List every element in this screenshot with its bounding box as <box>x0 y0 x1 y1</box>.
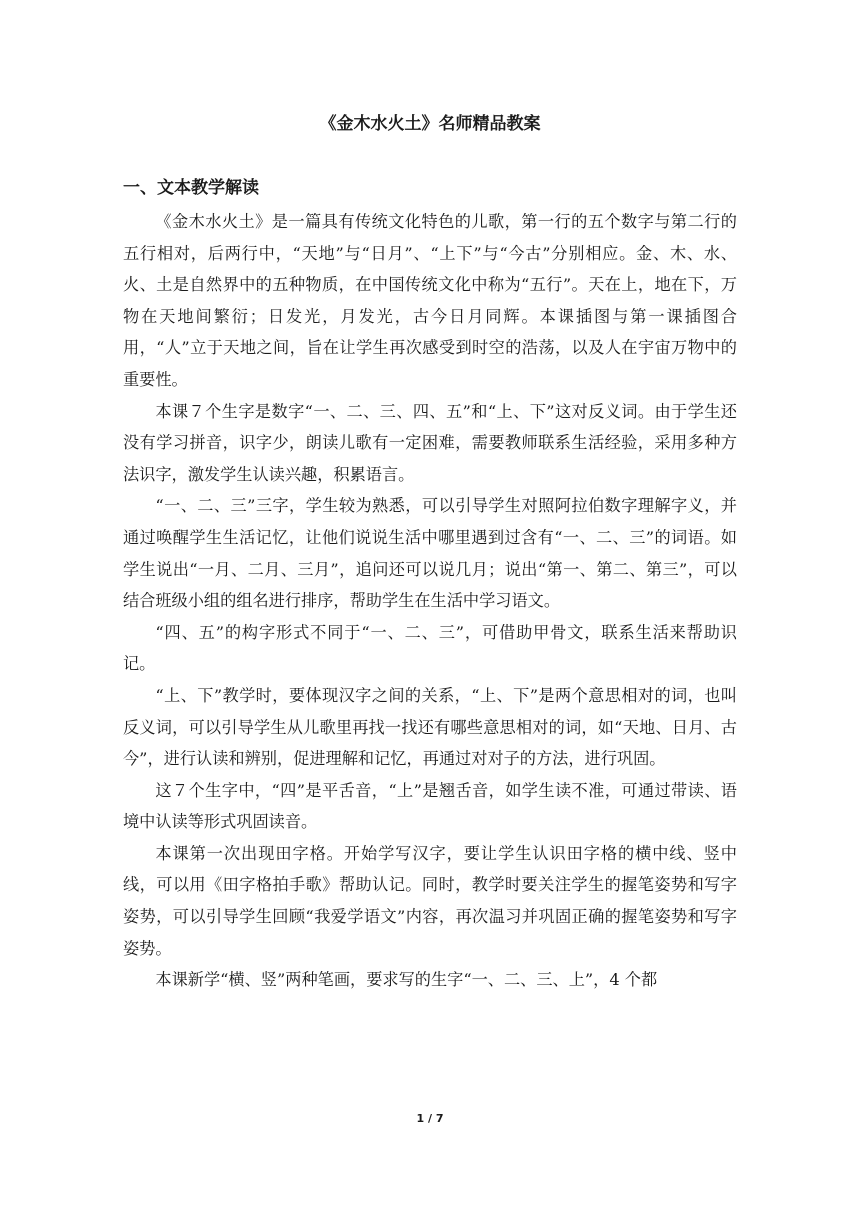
body-text <box>123 206 737 996</box>
document-title: 《金木水火土》名师精品教案 <box>319 114 541 134</box>
page-number: 1 / 7 <box>416 1112 444 1125</box>
paragraph: “四、五”的构字形式不同于“一、二、三”，可借助甲骨文，联系生活来帮助识记。 <box>123 622 737 674</box>
paragraph: 本课新学“横、竖”两种笔画，要求写的生字“一、二、三、上”，4 个都 <box>155 970 658 990</box>
paragraph: 本课第一次出现田字格。开始学写汉字，要让学生认识田字格的横中线、竖中线，可以用《田字格拍手歌》帮助认记。同时，教学时要关注学生的握笔姿势和写字姿势，可以引导学生回顾“我爱学语文”内容，再次温习并巩固正确的握笔姿势和写字姿势。 <box>123 843 737 958</box>
paragraph: “一、二、三”三字，学生较为熟悉，可以引导学生对照阿拉伯数字理解字义，并通过唤醒学生生活记忆，让他们说说生活中哪里遇到过含有“一、二、三”的词语。如学生说出“一月、二月、三月”，追问还可以说几月；说出“第一、第二、第三”，可以结合班级小组的组名进行排序，帮助学生在生活中学习语文。 <box>123 496 737 611</box>
paragraph: 《金木水火土》是一篇具有传统文化特色的儿歌，第一行的五个数字与第二行的五行相对，后两行中，“天地”与“日月”、“上下”与“今古”分别相应。金、木、水、火、土是自然界中的五种物质，在中国传统文化中称为“五行”。天在上，地在下，万物在天地间繁衍；日发光，月发光，古今日月同辉。本课插图与第一课插图合用，“人”立于天地之间，旨在让学生再次感受到时空的浩荡，以及人在宇宙万物中的重要性。 <box>123 212 737 389</box>
paragraph: 本课７个生字是数字“一、二、三、四、五”和“上、下”这对反义词。由于学生还没有学习拼音，识字少，朗读儿歌有一定困难，需要教师联系生活经验，采用多种方法识字，激发学生认读兴趣，积累语言。 <box>123 401 737 484</box>
paragraph: “上、下”教学时，要体现汉字之间的关系，“上、下”是两个意思相对的词，也叫反义词，可以引导学生从儿歌里再找一找还有哪些意思相对的词，如“天地、日月、古今”，进行认读和辨别，促进理解和记忆，再通过对对子的方法，进行巩固。 <box>123 685 737 769</box>
section-heading: 一、文本教学解读 <box>123 178 259 198</box>
paragraph: 这７个生字中，“四”是平舌音，“上”是翘舌音，如学生读不准，可通过带读、语境中认读等形式巩固读音。 <box>123 780 737 832</box>
